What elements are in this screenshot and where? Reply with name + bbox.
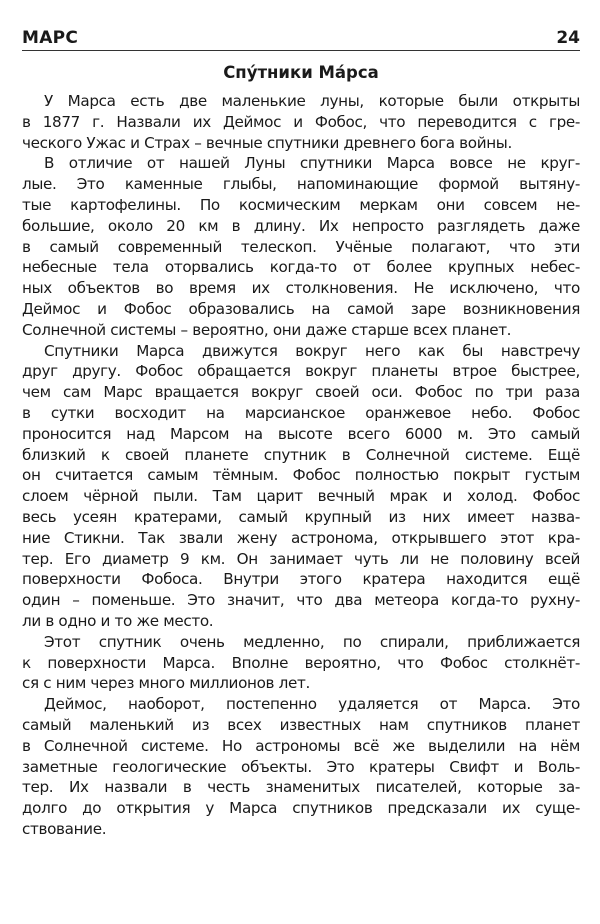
text-line: заметные геологические объекты. Это кратеры Свифт и Воль- (22, 757, 580, 776)
text-line: самый маленький из всех известных нам спутников планет (22, 715, 580, 734)
text-line: Солнечной системы – вероятно, они даже старше всех планет. (22, 320, 512, 339)
text-line: ние Стикни. Так звали жену астронома, открывшего этот кра- (22, 528, 580, 547)
section-title: Спу́тники Ма́рса (223, 63, 379, 82)
text-line: поверхности Фобоса. Внутри этого кратера находится ещё (22, 570, 580, 589)
paragraph (22, 153, 580, 340)
text-line: ческого Ужас и Страх – вечные спутники древнего бога войны. (22, 133, 512, 152)
body-text (22, 91, 580, 840)
text-line: он считается самым тёмным. Фобос полностью покрыт густым (22, 466, 580, 485)
text-line: весь усеян кратерами, самый крупный из них имеет назва- (22, 507, 580, 526)
text-line: слоем чёрной пыли. Там царит вечный мрак и холод. Фобос (22, 487, 580, 506)
text-line: ствование. (22, 819, 107, 838)
text-line: долго до открытия у Марса спутников предсказали их суще- (22, 799, 580, 818)
running-header (22, 24, 580, 51)
text-line: Спутники Марса движутся вокруг него как бы навстречу (44, 341, 580, 360)
text-line: проносится над Марсом на высоте всего 6000 м. Это самый (22, 424, 580, 443)
text-line: лые. Это каменные глыбы, напоминающие формой вытяну- (22, 175, 580, 194)
text-line: Этот спутник очень медленно, по спирали, приближается (44, 632, 580, 651)
paragraph (22, 632, 580, 694)
text-line: ли в одно и то же место. (22, 611, 214, 630)
running-title: МАРС (22, 28, 79, 48)
paragraph (22, 694, 580, 840)
text-line: в 1877 г. Назвали их Деймос и Фобос, что переводится с гре- (22, 112, 580, 131)
text-line: Деймос, наоборот, постепенно удаляется от Марса. Это (44, 695, 580, 714)
text-line: к поверхности Марса. Вполне вероятно, что Фобос столкнёт- (22, 653, 580, 672)
text-line: большие, около 20 км в длину. Их непросто разглядеть даже (22, 216, 580, 235)
text-line: тер. Его диаметр 9 км. Он занимает чуть ли не половину всей (22, 549, 580, 568)
text-line: друг другу. Фобос обращается вокруг планеты втрое быстрее, (22, 362, 580, 381)
text-line: В отличие от нашей Луны спутники Марса вовсе не круг- (44, 154, 580, 173)
paragraph (22, 341, 580, 632)
text-line: тер. Их назвали в честь знаменитых писателей, которые за- (22, 778, 580, 797)
text-line: близкий к своей планете спутник в Солнечной системе. Ещё (22, 445, 580, 464)
paragraph (22, 91, 580, 153)
text-line: один – поменьше. Это значит, что два метеора когда-то рухну- (22, 591, 580, 610)
text-line: в сутки восходит на марсианское оранжевое небо. Фобос (22, 403, 580, 422)
page-number: 24 (556, 28, 580, 48)
text-line: небесные тела оторвались когда-то от более крупных небес- (22, 258, 580, 277)
text-line: У Марса есть две маленькие луны, которые были открыты (44, 92, 580, 110)
text-line: в самый современный телескоп. Учёные полагают, что эти (22, 237, 580, 256)
text-line: чем сам Марс вращается вокруг своей оси. Фобос по три раза (22, 383, 580, 402)
text-line: ся с ним через много миллионов лет. (22, 674, 310, 693)
text-line: Деймос и Фобос образовались на самой заре возникновения (22, 299, 580, 318)
text-line: ных объектов во время их столкновения. Не исключено, что (22, 279, 580, 298)
text-line: тые картофелины. По космическим меркам они совсем не- (22, 195, 580, 214)
text-line: в Солнечной системе. Но астрономы всё же выделили на нём (22, 736, 580, 755)
